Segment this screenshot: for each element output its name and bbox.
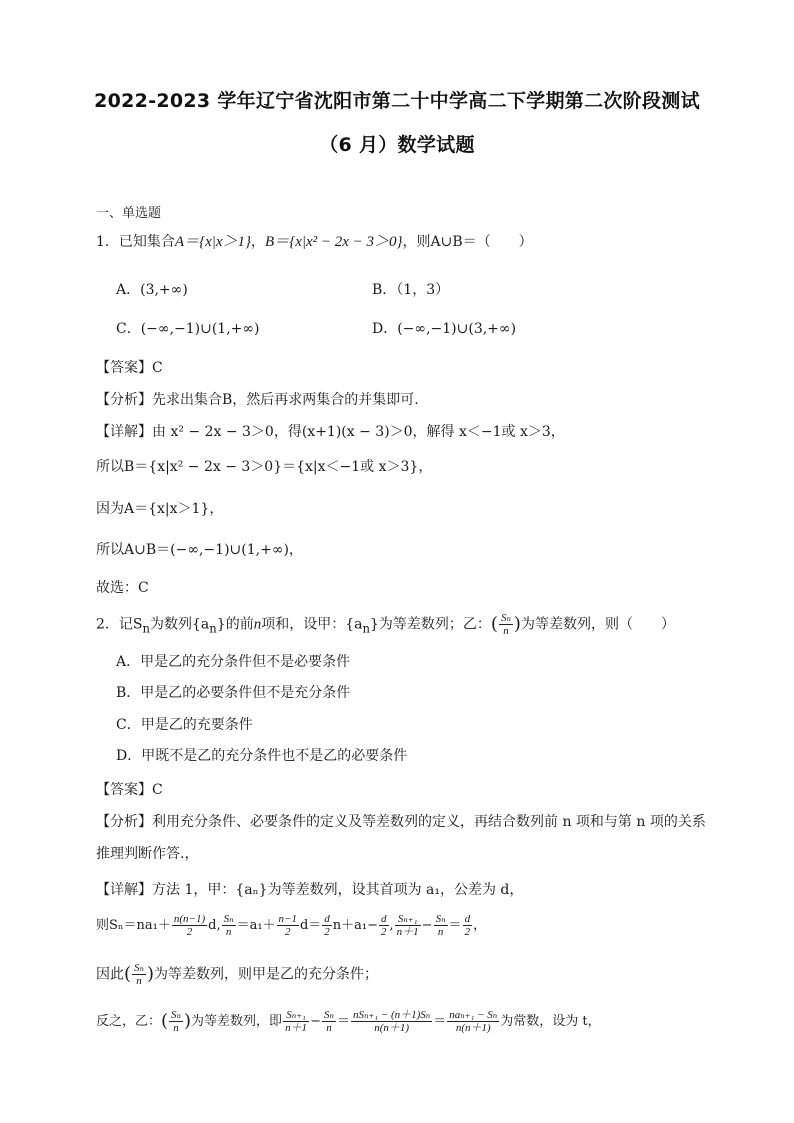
denominator: n＋1 (285, 1022, 308, 1034)
q2-option-b: B．甲是乙的必要条件但不是充分条件 (116, 685, 351, 701)
fraction (395, 913, 421, 938)
stem-text: }为等差数列；乙： (370, 616, 491, 633)
question-1-stem (96, 233, 533, 251)
numerator: Sₙ (323, 1009, 334, 1021)
q1-option-c: C．(−∞,−1)∪(1,+∞) (116, 321, 260, 337)
denominator: 2 (186, 926, 193, 938)
denominator: n (437, 926, 444, 938)
numerator: Sₙ (223, 913, 234, 925)
q1-option-d: D．(−∞,−1)∪(3,+∞) (372, 321, 517, 337)
formula-text: ＝ (336, 1014, 350, 1029)
stem-text: 为等差数列，则（ ） (520, 616, 675, 633)
numerator: n(n−1) (173, 913, 206, 925)
analysis-text: 先求出集合B，然后再求两集合的并集即可. (152, 392, 419, 408)
denominator: 2 (464, 926, 471, 938)
answer-tag: 【答案】 (96, 360, 152, 376)
q1-answer (96, 359, 163, 377)
numerator: Sₙ (134, 962, 144, 974)
analysis-tag: 【分析】 (96, 814, 152, 830)
q2-detail-line-3 (96, 962, 378, 987)
denominator: n (225, 926, 232, 938)
analysis-tag: 【分析】 (96, 392, 152, 408)
formula-text: − (310, 1014, 321, 1029)
paren: ) (147, 963, 155, 985)
detail-tag: 【详解】 (96, 882, 152, 898)
q2-option-d: D．甲既不是乙的充分条件也不是乙的必要条件 (116, 748, 408, 764)
q2-detail-line-2 (96, 913, 486, 938)
stem-text: }的前 (216, 616, 254, 633)
numerator: Sₙ (435, 913, 446, 925)
fraction (172, 913, 207, 938)
stem-text: 项和，设甲：{a (261, 616, 363, 633)
q1-detail-line-2: 所以B＝{x|x² − 2x − 3＞0}＝{x|x＜−1或 x＞3}， (96, 459, 433, 475)
fraction (322, 1009, 336, 1034)
formula-text: 因此 (96, 966, 124, 983)
formula-text: − (421, 918, 433, 933)
numerator: Sₙ₊₁ (283, 1009, 309, 1022)
formula-text: 为常数，设为 t， (500, 1014, 601, 1029)
q2-option-c: C．甲是乙的充要条件 (116, 717, 253, 733)
q2-detail-line-1 (96, 881, 523, 899)
denominator: n (503, 625, 509, 637)
q1-option-a: A．(3,+∞) (116, 282, 188, 298)
formula-text: , (389, 918, 394, 933)
fraction (379, 913, 389, 938)
numerator: Sₙ₊₁ (395, 913, 421, 926)
fraction (322, 913, 332, 938)
q1-detail-line-1 (96, 423, 565, 441)
analysis-text: 利用充分条件、必要条件的定义及等差数列的定义，再结合数列前 n 项和与第 n 项的关系 (152, 814, 706, 830)
q2-option-a: A．甲是乙的充分条件但不是必要条件 (116, 654, 351, 670)
paren: ( (490, 613, 498, 635)
formula-text: n＋a₁− (332, 918, 379, 933)
q1-detail-line-3: 因为A＝{x|x＞1}， (96, 501, 224, 517)
fraction (499, 612, 513, 637)
fraction (277, 913, 299, 938)
formula-text: ， (473, 918, 487, 933)
formula-text: d＝ (299, 918, 322, 933)
q2-detail-line-4 (96, 1009, 601, 1034)
stem-text: 2．记S (96, 616, 143, 633)
numerator: Sₙ (500, 612, 511, 624)
stem-text: 为数列{a (150, 616, 210, 633)
numerator: d (464, 913, 471, 925)
fraction (463, 913, 473, 938)
detail-text: 由 x² − 2x − 3＞0，得(x+1)(x − 3)＞0，解得 x＜−1或 x＞3， (152, 424, 565, 440)
fraction (132, 962, 146, 987)
answer-value: C (152, 782, 163, 798)
variable: n (253, 616, 262, 633)
paren: ) (184, 1010, 192, 1032)
document-title-line-2: （6 月）数学试题 (319, 134, 475, 156)
answer-value: C (152, 360, 163, 376)
denominator: n＋1 (396, 926, 419, 938)
subscript: n (209, 621, 217, 636)
set-b: B＝{x|x² − 2x − 3＞0} (265, 234, 403, 250)
formula-text: d, (208, 918, 221, 933)
denominator: 2 (381, 926, 387, 938)
numerator: naₙ₊₁ − Sₙ (449, 1009, 498, 1021)
numerator: nSₙ₊₁ − (n＋1)Sₙ (352, 1009, 431, 1021)
fraction (283, 1009, 309, 1034)
denominator: n(n＋1) (455, 1022, 491, 1034)
q1-option-b: B．（1，3） (372, 282, 450, 298)
subscript: n (362, 621, 370, 636)
fraction (169, 1009, 183, 1034)
formula-text: ＝ (448, 918, 462, 933)
formula-text: ＝ (433, 1014, 447, 1029)
subscript: n (142, 621, 151, 636)
paren: ( (161, 1010, 169, 1032)
detail-text: 方法 1，甲：{aₙ}为等差数列，设其首项为 a₁，公差为 d， (152, 882, 524, 898)
fraction (447, 1009, 499, 1034)
q2-answer (96, 781, 163, 799)
paren: ) (513, 613, 521, 635)
question-1-prefix: 1．已知集合 (96, 234, 175, 250)
detail-tag: 【详解】 (96, 424, 152, 440)
separator: ， (251, 234, 266, 250)
denominator: 2 (285, 926, 291, 938)
q2-analysis-line-1 (96, 813, 706, 831)
answer-tag: 【答案】 (96, 782, 152, 798)
denominator: n (136, 975, 142, 987)
formula-text: 则Sₙ＝na₁＋ (96, 918, 171, 933)
q1-detail-line-4: 所以A∪B＝(−∞,−1)∪(1,+∞)， (96, 542, 303, 558)
formula-text: 反之，乙： (96, 1014, 162, 1029)
set-a: A＝{x|x＞1} (174, 234, 252, 250)
denominator: n (173, 1022, 179, 1034)
fraction (222, 913, 236, 938)
paren: ( (124, 963, 132, 985)
fraction (351, 1009, 432, 1034)
formula-text: ＝a₁＋ (236, 918, 276, 933)
q1-analysis (96, 391, 419, 409)
denominator: 2 (324, 926, 330, 938)
question-1-suffix: ，则A∪B＝（ ） (402, 234, 533, 250)
section-heading: 一、单选题 (96, 206, 162, 221)
numerator: d (324, 913, 330, 925)
denominator: n(n＋1) (374, 1022, 410, 1034)
denominator: n (326, 1022, 332, 1034)
document-title-line-1: 2022-2023 学年辽宁省沈阳市第二十中学高二下学期第二次阶段测试 (94, 90, 700, 112)
numerator: n−1 (278, 913, 297, 925)
q1-detail-line-5: 故选：C (96, 580, 149, 596)
formula-text: 为等差数列，则甲是乙的充分条件； (154, 966, 379, 983)
fraction (434, 913, 448, 938)
q2-analysis-line-2: 推理判断作答.， (96, 846, 199, 862)
formula-text: 为等差数列，即 (191, 1014, 283, 1029)
question-2-stem (96, 612, 675, 637)
numerator: d (381, 913, 387, 925)
numerator: Sₙ (171, 1009, 182, 1021)
